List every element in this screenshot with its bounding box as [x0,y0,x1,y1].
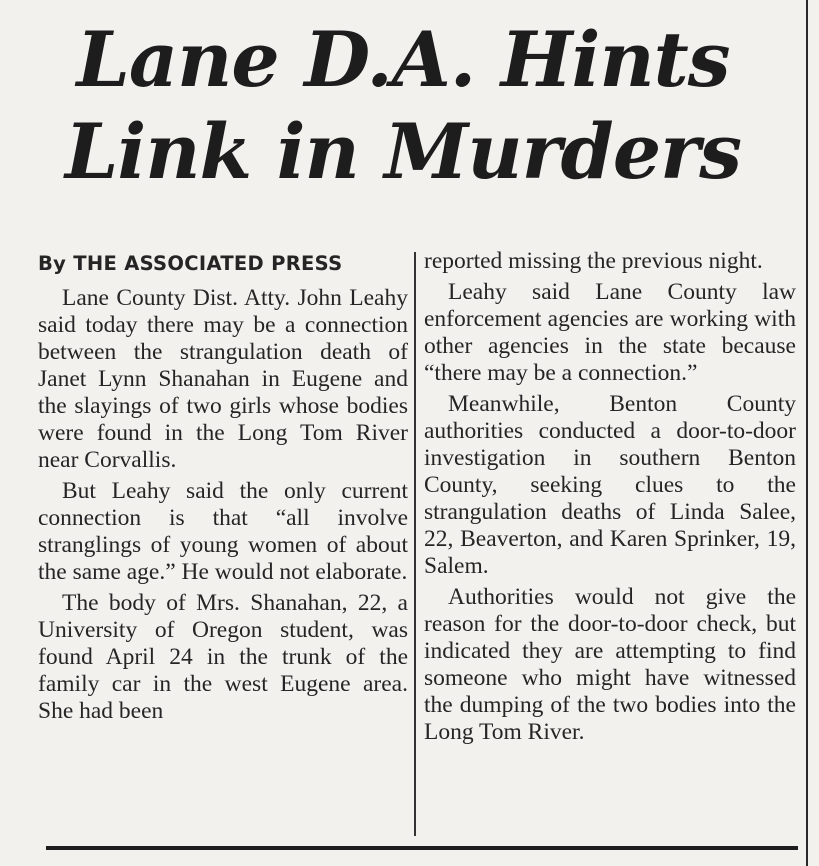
article-paragraph: Leahy said Lane County law enforcement agencies are working with other agencies in the state because “there may be a connection.” [424,279,796,386]
byline: By THE ASSOCIATED PRESS [38,252,343,275]
page-edge-rule [806,0,808,866]
article-paragraph: Lane County Dist. Atty. John Leahy said today there may be a connection between the strangulation death of Janet Lynn Shanahan in Eugene and the slayings of two girls whose bodies were found in the Long Tom River near Corvallis. [38,285,408,473]
bottom-rule [46,846,798,850]
article-paragraph: reported missing the previous night. [424,248,763,274]
article-column-left [38,248,408,729]
headline [0,14,806,198]
article-column-right [424,248,796,750]
article-paragraph: Meanwhile, Benton County authorities conducted a door-to-door investigation in southern Benton County, seeking clues to the strangulation deaths of Linda Salee, 22, Beaverton, and Karen Sprinker, 19, Salem. [424,391,796,579]
article-paragraph: Authorities would not give the reason for the door-to-door check, but indicated they are attempting to find someone who might have witnessed the dumping of the two bodies into the Long Tom River. [424,584,796,745]
column-divider [414,252,416,836]
headline-line-1: Lane D.A. Hints [76,15,730,104]
article-paragraph: But Leahy said the only current connection is that “all involve stranglings of young women of about the same age.” He would not elaborate. [38,478,408,585]
article-paragraph: The body of Mrs. Shanahan, 22, a University of Oregon student, was found April 24 in the trunk of the family car in the west Eugene area. She had been [38,590,408,724]
headline-line-2: Link in Murders [64,107,741,196]
